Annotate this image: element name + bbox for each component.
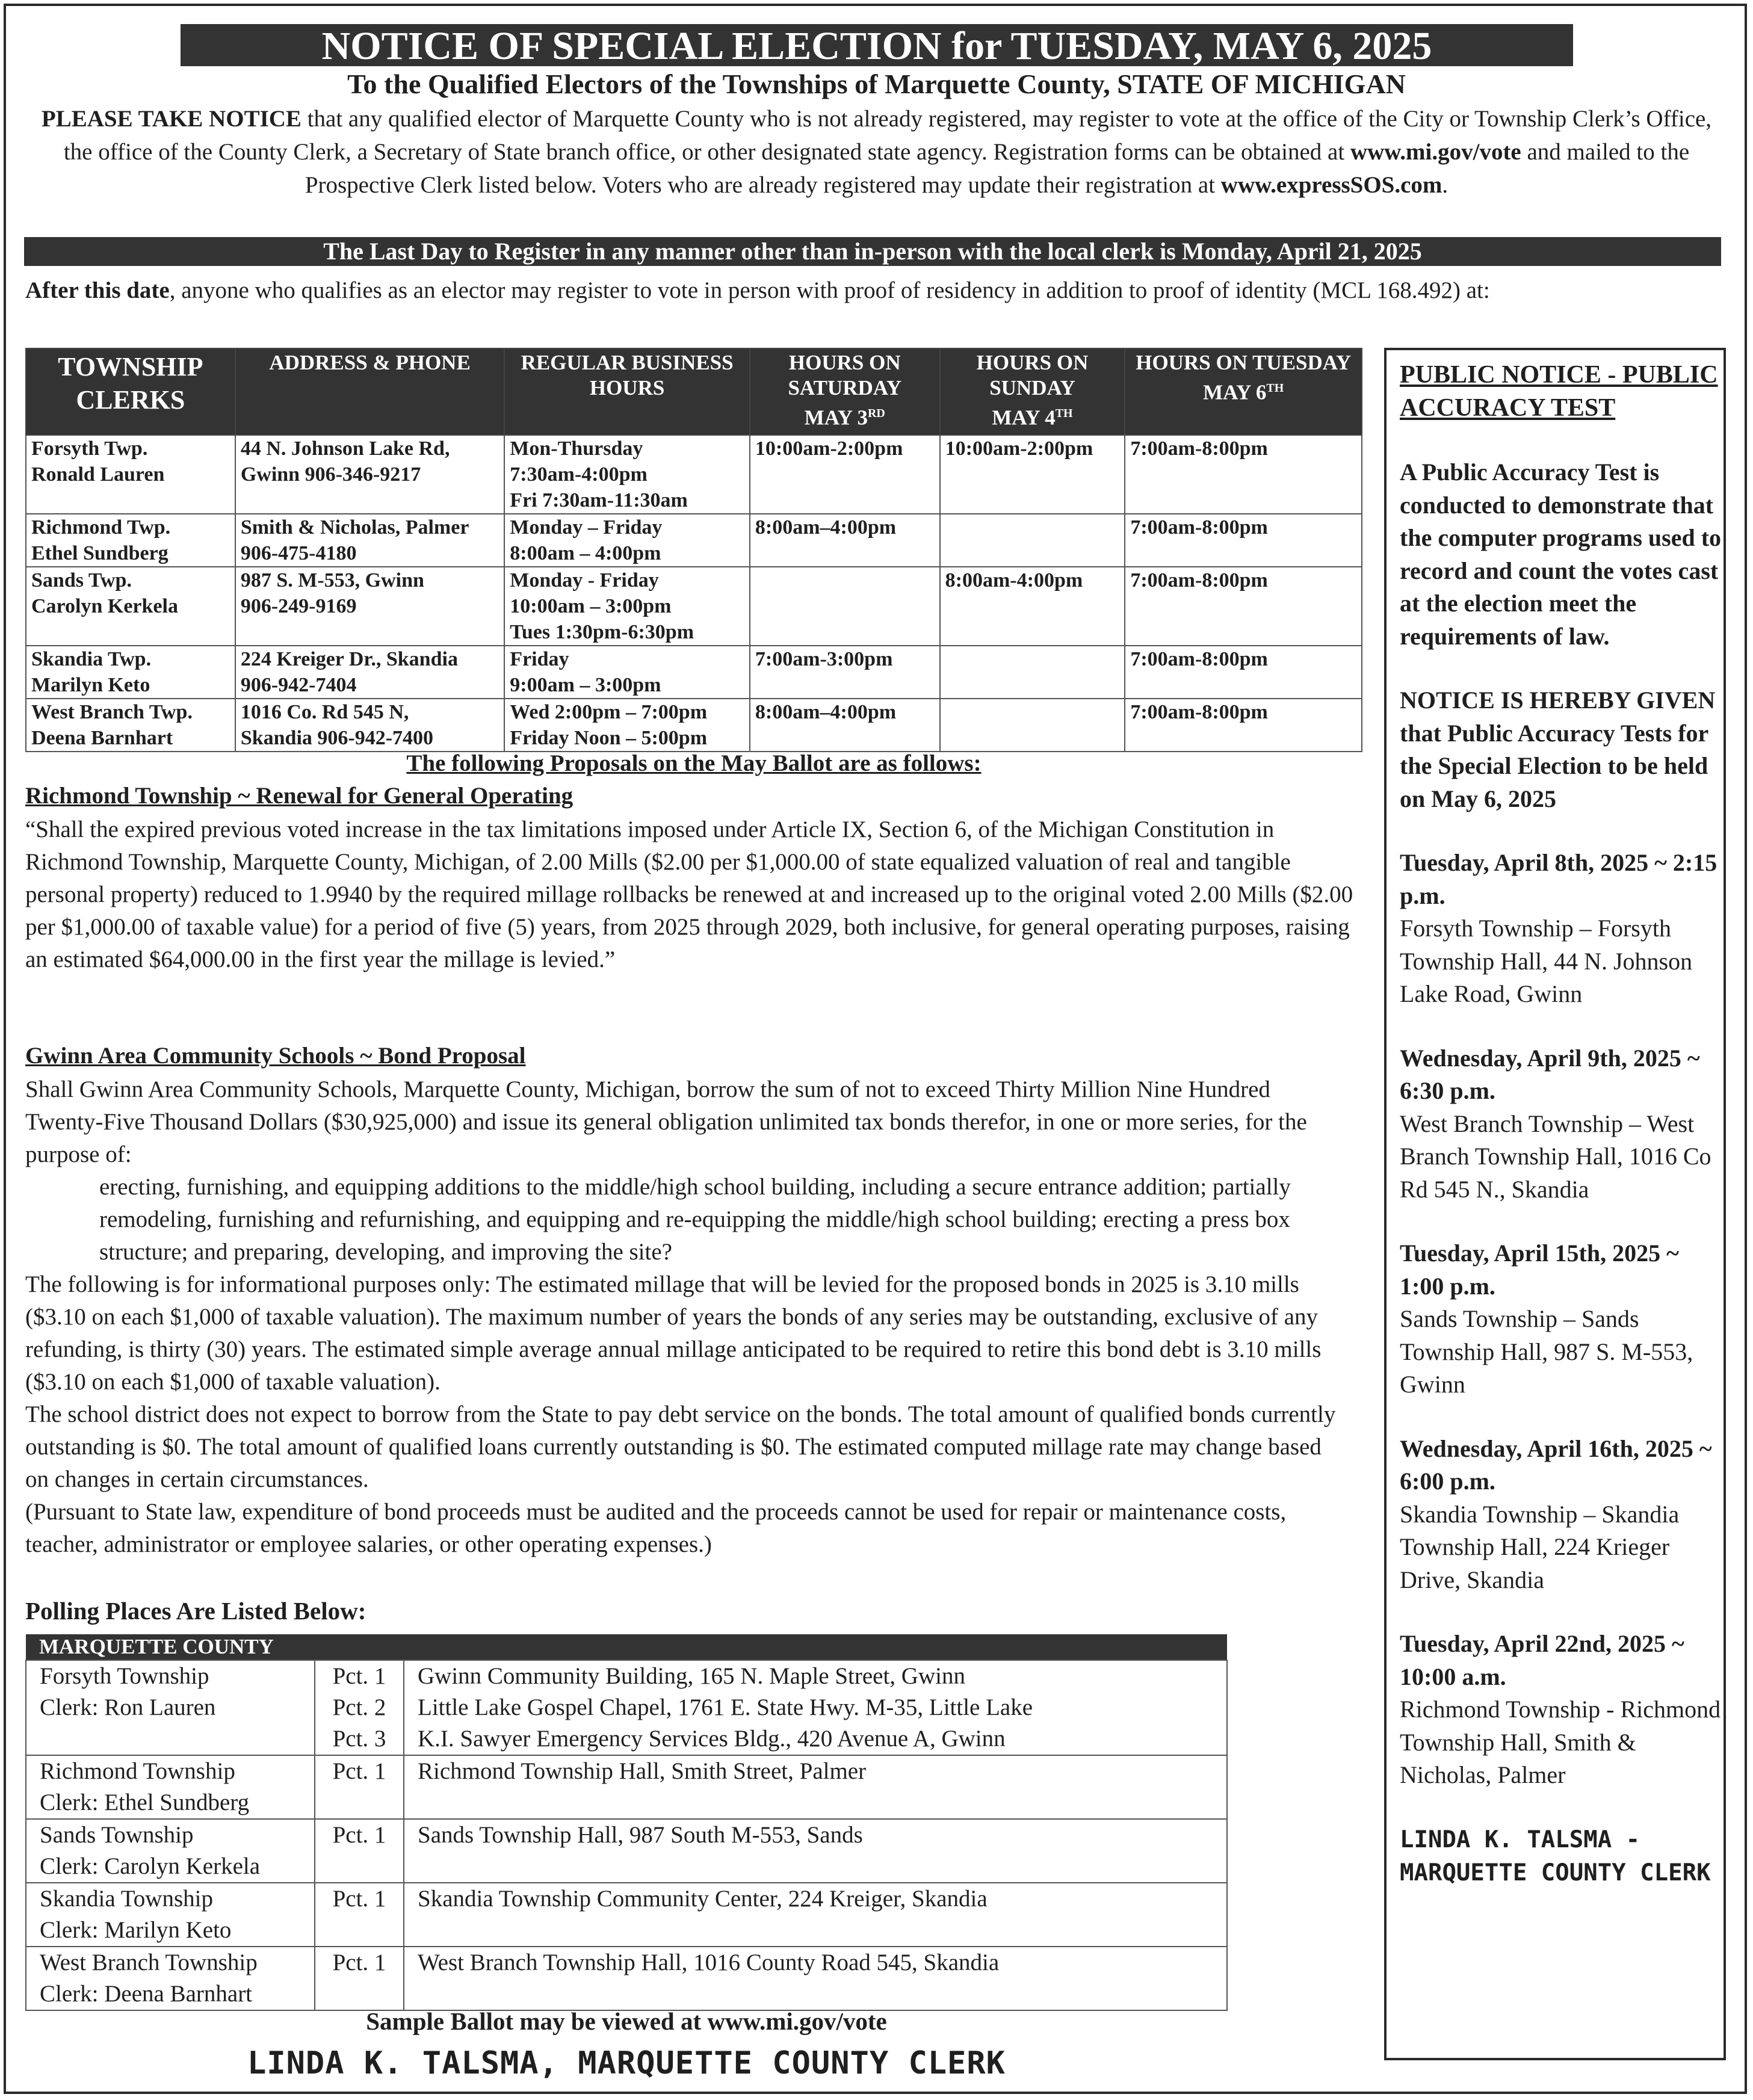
header-regular-hours: REGULAR BUSINESS HOURS xyxy=(504,348,750,435)
after-date-text: , anyone who qualifies as an elector may register to vote in person with proof of residency in addition to proof of identity (MCL 168.492) at: xyxy=(169,277,1490,303)
precinct-cell: Pct. 1 Pct. 2 Pct. 3 xyxy=(315,1660,404,1755)
table-row xyxy=(26,1883,1227,1947)
township-cell: Sands Township Clerk: Carolyn Kerkela xyxy=(26,1819,315,1883)
township-cell: Skandia Township Clerk: Marilyn Keto xyxy=(26,1883,315,1947)
saturday-cell: 8:00am–4:00pm xyxy=(750,699,940,752)
table-row xyxy=(26,567,1362,646)
address-cell: 44 N. Johnson Lake Rd, Gwinn 906-346-9217 xyxy=(235,435,504,514)
sunday-cell xyxy=(940,514,1125,567)
sample-ballot-note: Sample Ballot may be viewed at www.mi.gov/vote xyxy=(366,2007,887,2035)
registration-intro xyxy=(36,102,1717,202)
polling-place-cell: Gwinn Community Building, 165 N. Maple Street, Gwinn Little Lake Gospel Chapel, 1761 E. State Hwy. M-35, Little Lake K.I. Sawyer Emergency Services Bldg., 420 Avenue A, Gwinn xyxy=(404,1660,1227,1755)
address-cell: 1016 Co. Rd 545 N, Skandia 906-942-7400 xyxy=(235,699,504,752)
test-date: Tuesday, April 8th, 2025 ~ 2:15 p.m. xyxy=(1400,849,1717,909)
precinct-cell: Pct. 1 xyxy=(315,1755,404,1819)
clerk-cell: West Branch Twp. Deena Barnhart xyxy=(26,699,235,752)
table-row xyxy=(26,1819,1227,1883)
table-row xyxy=(26,1755,1227,1819)
table-row xyxy=(26,1660,1227,1755)
precinct-cell: Pct. 1 xyxy=(315,1947,404,2010)
proposals-heading: The following Proposals on the May Ballot are as follows: xyxy=(406,750,982,776)
saturday-cell xyxy=(750,567,940,646)
table-row xyxy=(26,514,1362,567)
gwinn-bond-law-text: (Pursuant to State law, expenditure of bond proceeds must be audited and the proceeds cannot be used for repair or maintenance costs, teacher, administrator or employee salaries, or other operating expenses.) xyxy=(25,1499,1287,1557)
test-date: Wednesday, April 9th, 2025 ~ 6:30 p.m. xyxy=(1400,1044,1700,1104)
polling-place-cell: Richmond Township Hall, Smith Street, Palmer xyxy=(404,1755,1227,1819)
test-date: Tuesday, April 22nd, 2025 ~ 10:00 a.m. xyxy=(1400,1630,1684,1690)
precinct-cell: Pct. 1 xyxy=(315,1883,404,1947)
clerks-table-header xyxy=(26,348,1362,435)
header-saturday-hours: HOURS ON SATURDAY MAY 3RD xyxy=(750,348,940,435)
tuesday-cell: 7:00am-8:00pm xyxy=(1125,435,1362,514)
township-clerks-table xyxy=(25,348,1362,752)
address-cell: 224 Kreiger Dr., Skandia 906-942-7404 xyxy=(235,646,504,699)
regular-hours-cell: Monday – Friday 8:00am – 4:00pm xyxy=(504,514,750,567)
header-sunday-hours: HOURS ON SUNDAY MAY 4TH xyxy=(940,348,1125,435)
clerk-cell: Richmond Twp. Ethel Sundberg xyxy=(26,514,235,567)
header-tuesday-hours: HOURS ON TUESDAY MAY 6TH xyxy=(1125,348,1362,435)
test-location: Richmond Township - Richmond Township Hall, Smith & Nicholas, Palmer xyxy=(1400,1696,1721,1788)
test-location: Sands Township – Sands Township Hall, 987 S. M-553, Gwinn xyxy=(1400,1305,1693,1398)
regular-hours-cell: Mon-Thursday 7:30am-4:00pm Fri 7:30am-11:30am xyxy=(504,435,750,514)
tuesday-cell: 7:00am-8:00pm xyxy=(1125,567,1362,646)
township-cell: Forsyth Township Clerk: Ron Lauren xyxy=(26,1660,315,1755)
table-row xyxy=(26,699,1362,752)
sidebar-title: PUBLIC NOTICE - PUBLIC ACCURACY TEST xyxy=(1400,361,1718,422)
gwinn-proposal-purpose: erecting, furnishing, and equipping additions to the middle/high school building, including a secure entrance addition; partially remodeling, furnishing and refurnishing, and equipping and re-equipping the middle/high school building; erecting a press box structure; and preparing, developing, and improving the site? xyxy=(99,1174,1291,1265)
test-date: Tuesday, April 15th, 2025 ~ 1:00 p.m. xyxy=(1400,1240,1679,1300)
express-sos-link[interactable]: www.expressSOS.com xyxy=(1220,172,1442,198)
gwinn-debt-text: The school district does not expect to borrow from the State to pay debt service on the bonds. The total amount of qualified bonds currently outstanding is $0. The total amount of qualified loans currently outstanding is $0. The estimated computed millage rate may change based on changes in certain circumstances. xyxy=(25,1401,1336,1492)
clerk-cell: Forsyth Twp. Ronald Lauren xyxy=(26,435,235,514)
saturday-cell: 7:00am-3:00pm xyxy=(750,646,940,699)
header-address-phone: ADDRESS & PHONE xyxy=(235,348,504,435)
address-cell: Smith & Nicholas, Palmer 906-475-4180 xyxy=(235,514,504,567)
richmond-proposal-heading: Richmond Township ~ Renewal for General Operating xyxy=(25,783,574,809)
county-clerk-signature: LINDA K. TALSMA, MARQUETTE COUNTY CLERK xyxy=(247,2045,1006,2081)
regular-hours-cell: Wed 2:00pm – 7:00pm Friday Noon – 5:00pm xyxy=(504,699,750,752)
regular-hours-cell: Monday - Friday 10:00am – 3:00pm Tues 1:30pm-6:30pm xyxy=(504,567,750,646)
table-row xyxy=(26,1947,1227,2010)
saturday-cell: 10:00am-2:00pm xyxy=(750,435,940,514)
gwinn-informational-text: The following is for informational purposes only: The estimated millage that will be levied for the proposed bonds in 2025 is 3.10 mills ($3.10 on each $1,000 of taxable valuation). The maximum number of years the bonds of any series may be outstanding, exclusive of any refunding, is thirty (30) years. The estimated simple average annual millage anticipated to be required to retire this bond debt is 3.10 mills ($3.10 on each $1,000 of taxable valuation). xyxy=(25,1271,1322,1395)
polling-place-cell: Sands Township Hall, 987 South M-553, Sands xyxy=(404,1819,1227,1883)
regular-hours-cell: Friday 9:00am – 3:00pm xyxy=(504,646,750,699)
sidebar-signature: LINDA K. TALSMA - MARQUETTE COUNTY CLERK xyxy=(1400,1826,1711,1886)
public-accuracy-test-sidebar xyxy=(1384,348,1726,2060)
township-cell: West Branch Township Clerk: Deena Barnhart xyxy=(26,1947,315,2010)
address-cell: 987 S. M-553, Gwinn 906-249-9169 xyxy=(235,567,504,646)
polling-places-title: Polling Places Are Listed Below: xyxy=(25,1597,366,1625)
gwinn-proposal-heading: Gwinn Area Community Schools ~ Bond Proposal xyxy=(25,1043,526,1069)
test-location: Forsyth Township – Forsyth Township Hall, 44 N. Johnson Lake Road, Gwinn xyxy=(1400,915,1693,1007)
intro-text-1: that any qualified elector of Marquette County who is not already registered, may register to vote at the office of the City or Township Clerk’s Office, the office of the County Clerk, a Secretary of State branch office, or other designated state agency. Registration forms can be obtained at xyxy=(63,106,1712,165)
township-cell: Richmond Township Clerk: Ethel Sundberg xyxy=(26,1755,315,1819)
table-row xyxy=(26,646,1362,699)
saturday-cell: 8:00am–4:00pm xyxy=(750,514,940,567)
test-date: Wednesday, April 16th, 2025 ~ 6:00 p.m. xyxy=(1400,1434,1712,1495)
tuesday-cell: 7:00am-8:00pm xyxy=(1125,699,1362,752)
gwinn-proposal-text: Shall Gwinn Area Community Schools, Marquette County, Michigan, borrow the sum of not to exceed Thirty Million Nine Hundred Twenty-Five Thousand Dollars ($30,925,000) and issue its general obligation unlimited tax bonds therefor, in one or more series, for the purpose of: xyxy=(25,1076,1307,1167)
polling-place-cell: West Branch Township Hall, 1016 County Road 545, Skandia xyxy=(404,1947,1227,2010)
sunday-cell: 10:00am-2:00pm xyxy=(940,435,1125,514)
intro-text-2: and mailed to the Prospective Clerk listed below. Voters who are already registered may update their registration at xyxy=(305,139,1690,198)
tuesday-cell: 7:00am-8:00pm xyxy=(1125,646,1362,699)
richmond-proposal-text: “Shall the expired previous voted increase in the tax limitations imposed under Article IX, Section 6, of the Michigan Constitution in Richmond Township, Marquette County, Michigan, of 2.00 Mills ($2.00 per $1,000.00 of state equalized valuation of real and tangible personal property) reduced to 1.9940 by the required millage rollbacks be renewed at and increased up to the original voted 2.00 Mills ($2.00 per $1,000.00 of taxable value) for a period of five (5) years, from 2025 through 2029, both inclusive, for general operating purposes, raising an estimated $64,000.00 in the first year the millage is levied.” xyxy=(25,817,1353,972)
after-date-paragraph xyxy=(25,274,1722,307)
header-township-clerks: TOWNSHIP CLERKS xyxy=(26,348,235,435)
test-location: Skandia Township – Skandia Township Hall, 224 Krieger Drive, Skandia xyxy=(1400,1500,1680,1593)
sunday-cell xyxy=(940,699,1125,752)
sidebar-notice: NOTICE IS HEREBY GIVEN that Public Accuracy Tests for the Special Election to be held on May 6, 2025 xyxy=(1400,687,1716,812)
sunday-cell: 8:00am-4:00pm xyxy=(940,567,1125,646)
polling-places-table xyxy=(25,1634,1228,2011)
county-header-spacer xyxy=(404,1634,1227,1660)
tuesday-cell: 7:00am-8:00pm xyxy=(1125,514,1362,567)
sunday-cell xyxy=(940,646,1125,699)
clerk-cell: Skandia Twp. Marilyn Keto xyxy=(26,646,235,699)
mi-gov-vote-link[interactable]: www.mi.gov/vote xyxy=(1350,139,1521,165)
sidebar-description: A Public Accuracy Test is conducted to demonstrate that the computer programs used to record and count the votes cast at the election meet the requirements of law. xyxy=(1400,459,1722,650)
page-subtitle: To the Qualified Electors of the Townships of Marquette County, STATE OF MICHIGAN xyxy=(347,69,1406,99)
county-header: MARQUETTE COUNTY xyxy=(26,1634,404,1660)
page-title: NOTICE OF SPECIAL ELECTION for TUESDAY, MAY 6, 2025 xyxy=(181,24,1573,66)
intro-text-3: . xyxy=(1442,172,1448,198)
after-date-lead: After this date xyxy=(25,277,170,303)
clerk-cell: Sands Twp. Carolyn Kerkela xyxy=(26,567,235,646)
polling-place-cell: Skandia Township Community Center, 224 Kreiger, Skandia xyxy=(404,1883,1227,1947)
test-location: West Branch Township – West Branch Township Hall, 1016 Co Rd 545 N., Skandia xyxy=(1400,1110,1711,1203)
polls-header xyxy=(26,1634,1227,1660)
intro-lead: PLEASE TAKE NOTICE xyxy=(41,106,301,132)
precinct-cell: Pct. 1 xyxy=(315,1819,404,1883)
registration-deadline-banner: The Last Day to Register in any manner other than in-person with the local clerk is Monday, April 21, 2025 xyxy=(24,237,1721,266)
table-row xyxy=(26,435,1362,514)
